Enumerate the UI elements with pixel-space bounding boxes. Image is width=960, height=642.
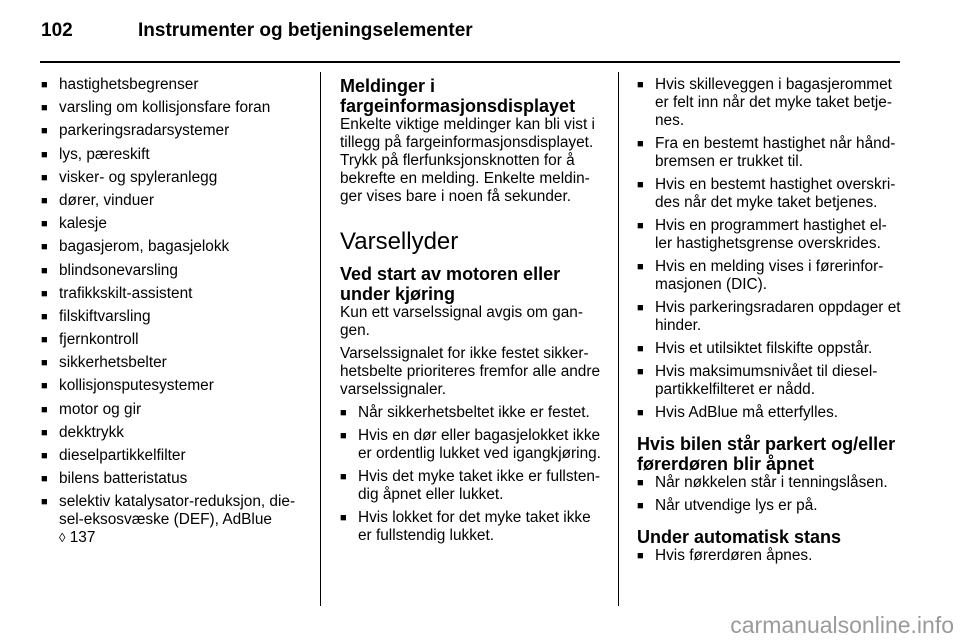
subheading-parked: Hvis bilen står parkert og/eller førerdøren blir åpnet: [637, 434, 896, 474]
list-item: ■ Hvis skilleveggen i bagasjerommet er felt inn når det myke taket betje-nes.: [637, 76, 903, 130]
list-item: ■ Når utvendige lys er på.: [637, 497, 903, 515]
list-item: ■ Hvis et utilsiktet filskifte oppstår.: [637, 340, 903, 358]
list-item: ■ trafikkskilt-assistent: [41, 285, 313, 303]
list-item: ■ hastighetsbegrenser: [41, 76, 313, 94]
warning-list: [340, 404, 608, 545]
list-item: ■ dører, vinduer: [41, 192, 313, 210]
list-item: ■ Fra en bestemt hastighet når hånd-bremsen er trukket til.: [637, 135, 903, 171]
column-divider: [618, 72, 619, 606]
section-title-warning-sounds: Varsellyder: [340, 228, 459, 255]
messages-intro: Enkelte viktige meldinger kan bli vist i tillegg på fargeinformasjonsdisplayet. Trykk på flerfunksjonsknotten for å bekrefte en melding. Enkelte meldin-ger vises bare i noen få sekunder.: [340, 116, 595, 205]
list-item-text: selektiv katalysator-reduksjon, die-sel-eksosvæske (DEF), AdBlue: [59, 493, 296, 529]
list-item: ■ visker- og spyleranlegg: [41, 169, 313, 187]
list-item: ■ filskiftvarsling: [41, 308, 313, 326]
list-item: ■ motor og gir: [41, 401, 313, 419]
list-item: ■ Hvis en bestemt hastighet overskri-des når det myke taket betjenes.: [637, 176, 903, 212]
list-item: ■ varsling om kollisjonsfare foran: [41, 99, 313, 117]
column-middle: [340, 76, 608, 550]
autostop-list: [637, 547, 903, 565]
list-item: ■ fjernkontroll: [41, 331, 313, 349]
page-ref-arrow-icon[interactable]: ◊: [59, 530, 66, 546]
list-item: ■ Hvis parkeringsradaren oppdager et hinder.: [637, 299, 903, 335]
paragraph-seatbelt-priority: Varselssignalet for ikke festet sikker-hetsbelte prioriteres fremfor alle andre varselssignaler.: [340, 345, 601, 398]
list-item: ■ Hvis AdBlue må etterfylles.: [637, 404, 903, 422]
column-left: [41, 76, 313, 553]
list-item-last: [41, 493, 313, 547]
list-item: ■ lys, pæreskift: [41, 146, 313, 164]
column-divider: [320, 72, 321, 606]
header-rule: [40, 61, 900, 63]
list-item: ■ blindsonevarsling: [41, 262, 313, 280]
watermark: carmanualsonline.info: [730, 612, 954, 638]
section-heading-messages: Meldinger i fargeinformasjonsdisplayet: [340, 76, 576, 116]
parked-list: [637, 474, 903, 515]
list-item: ■ Når sikkerhetsbeltet ikke er festet.: [340, 404, 608, 422]
page-title: Instrumenter og betjeningselementer: [138, 20, 473, 41]
list-item: ■ dekktrykk: [41, 424, 313, 442]
list-item: ■ Hvis maksimumsnivået til diesel-partikkelfilteret er nådd.: [637, 363, 903, 399]
column-right: [637, 76, 903, 570]
list-item: ■ sikkerhetsbelter: [41, 354, 313, 372]
list-item: ■ bagasjerom, bagasjelokk: [41, 238, 313, 256]
list-item: ■ dieselpartikkelfilter: [41, 447, 313, 465]
list-item: ■ Hvis en programmert hastighet el-ler hastighetsgrense overskrides.: [637, 217, 903, 253]
list-item: ■ kalesje: [41, 215, 313, 233]
paragraph-one-signal: Kun ett varselssignal avgis om gan-gen.: [340, 304, 583, 339]
feature-list: [41, 76, 313, 547]
list-item: ■ Hvis lokket for det myke taket ikke er fullstendig lukket.: [340, 509, 608, 545]
list-item: ■ parkeringsradarsystemer: [41, 122, 313, 140]
subheading-start-driving: Ved start av motoren eller under kjøring: [340, 264, 561, 304]
list-item: ■ Hvis det myke taket ikke er fullsten-dig åpnet eller lukket.: [340, 468, 608, 504]
list-item: ■ bilens batteristatus: [41, 470, 313, 488]
subheading-autostop: Under automatisk stans: [637, 527, 842, 547]
page-ref-link[interactable]: 137: [69, 529, 96, 547]
list-item: ■ Når nøkkelen står i tenningslåsen.: [637, 474, 903, 492]
warning-list-continued: [637, 76, 903, 422]
list-item: ■ Hvis førerdøren åpnes.: [637, 547, 903, 565]
page-number: 102: [41, 20, 73, 41]
list-item: ■ kollisjonsputesystemer: [41, 377, 313, 395]
list-item: ■ Hvis en dør eller bagasjelokket ikke er ordentlig lukket ved igangkjøring.: [340, 427, 608, 463]
list-item: ■ Hvis en melding vises i førerinfor-masjonen (DIC).: [637, 258, 903, 294]
